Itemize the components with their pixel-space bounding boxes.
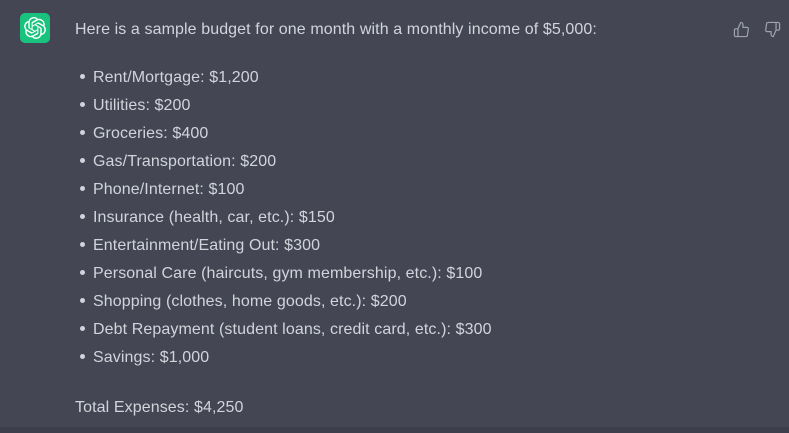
list-item: Utilities: $200: [93, 92, 733, 120]
list-item: Debt Repayment (student loans, credit card, etc.): $300: [93, 316, 733, 344]
list-item: Phone/Internet: $100: [93, 176, 733, 204]
thumbs-down-icon: [764, 21, 781, 38]
assistant-avatar: [20, 13, 50, 43]
list-item: Personal Care (haircuts, gym membership, etc.): $100: [93, 260, 733, 288]
message-content: [75, 16, 733, 422]
list-item: Insurance (health, car, etc.): $150: [93, 204, 733, 232]
list-item: Savings: $1,000: [93, 344, 733, 372]
budget-list: [75, 64, 733, 372]
thumbs-up-icon: [733, 21, 750, 38]
list-item: Gas/Transportation: $200: [93, 148, 733, 176]
list-item: Entertainment/Eating Out: $300: [93, 232, 733, 260]
total-expenses: Total Expenses: $4,250: [75, 399, 244, 416]
list-item: Groceries: $400: [93, 120, 733, 148]
thumbs-up-button[interactable]: [733, 21, 750, 38]
thumbs-down-button[interactable]: [764, 21, 781, 38]
openai-logo-icon: [24, 17, 46, 39]
list-item: Rent/Mortgage: $1,200: [93, 64, 733, 92]
message-intro: Here is a sample budget for one month with a monthly income of $5,000:: [75, 21, 597, 38]
next-row-edge: [0, 427, 789, 433]
message-actions: [733, 21, 783, 38]
list-item: Shopping (clothes, home goods, etc.): $200: [93, 288, 733, 316]
